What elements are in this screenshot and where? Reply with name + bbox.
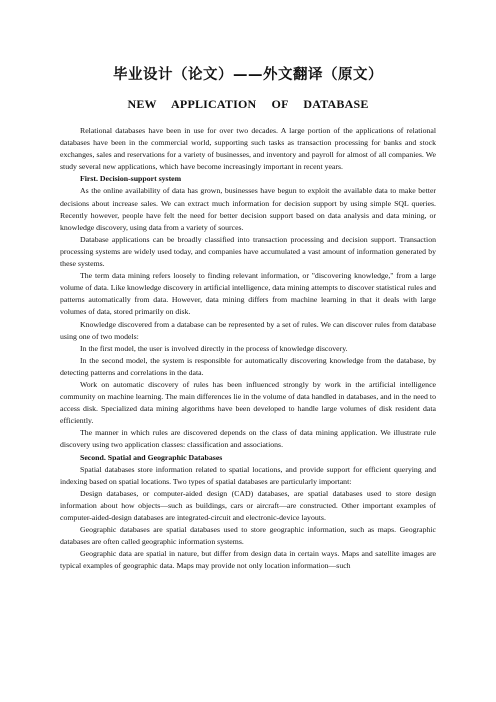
body-paragraph: Relational databases have been in use for over two decades. A large portion of the applications of relational databases have been in the commercial world, supporting such tasks as transaction processing for banks and stock exchanges, sales and reservations for a variety of businesses, and inventory and payroll for almost of all companies. We study several new applications, which have become increasingly important in recent years. xyxy=(60,126,436,172)
body-paragraph: The manner in which rules are discovered depends on the class of data mining application. We illustrate rule discovery using two application classes: classification and associations. xyxy=(60,428,436,450)
section-heading: First. Decision-support system xyxy=(80,174,182,184)
body-paragraph: Geographic data are spatial in nature, but differ from design data in certain ways. Maps and satellite images are typical examples of geographic data. Maps may provide not only location information—such xyxy=(60,549,436,571)
body-paragraph: In the second model, the system is responsible for automatically discovering knowledge from the database, by detecting patterns and correlations in the data. xyxy=(60,355,436,377)
body-paragraph: As the online availability of data has grown, businesses have begun to exploit the available data to make better decisions about increase sales. We can extract much information for decision support by using simple SQL queries. Recently however, people have felt the need for better decision support based on data analysis and data mining, or knowledge discovery, using data from a variety of sources. xyxy=(60,186,436,232)
body-paragraph: The term data mining refers loosely to finding relevant information, or "discovering knowledge," from a large volume of data. Like knowledge discovery in artificial intelligence, data mining attempts to discover statistical rules and patterns automatically from data. However, data mining differs from machine learning in that it deals with large volumes of data, stored primarily on disk. xyxy=(60,271,436,317)
body-paragraph: In the first model, the user is involved directly in the process of knowledge discovery. xyxy=(80,343,348,353)
body-paragraph: Database applications can be broadly classified into transaction processing and decision support. Transaction processing systems are widely used today, and companies have accumulated a vast amount of information generated by these systems. xyxy=(60,234,436,269)
body-paragraph: Work on automatic discovery of rules has been influenced strongly by work in the artificial intelligence community on machine learning. The main differences lie in the volume of data handled in databases, and in the need to access disk. Specialized data mining algorithms have been developed to handle large volumes of disk resident data efficiently. xyxy=(60,379,436,426)
paper-title: NEW APPLICATION OF DATABASE xyxy=(127,97,369,111)
body-paragraph: Geographic databases are spatial databases used to store geographic information, such as maps. Geographic databases are often called geographic information systems. xyxy=(60,525,436,547)
body-paragraph: Design databases, or computer-aided design (CAD) databases, are spatial databases used to store design information about how objects—such as buildings, cars or aircraft—are constructed. Other important examples of computer-aided-design databases are integrated-circuit and electronic-device layouts. xyxy=(60,488,436,522)
body-paragraph: Knowledge discovered from a database can be represented by a set of rules. We can discover rules from database using one of two models: xyxy=(60,319,436,341)
section-heading: Second. Spatial and Geographic Databases xyxy=(80,452,223,462)
document-body xyxy=(60,125,436,572)
body-paragraph: Spatial databases store information related to spatial locations, and provide support for efficient querying and indexing based on spatial locations. Two types of spatial databases are particularly important: xyxy=(60,464,436,486)
document-title: 毕业设计（论文）——外文翻译（原文） xyxy=(113,67,383,83)
